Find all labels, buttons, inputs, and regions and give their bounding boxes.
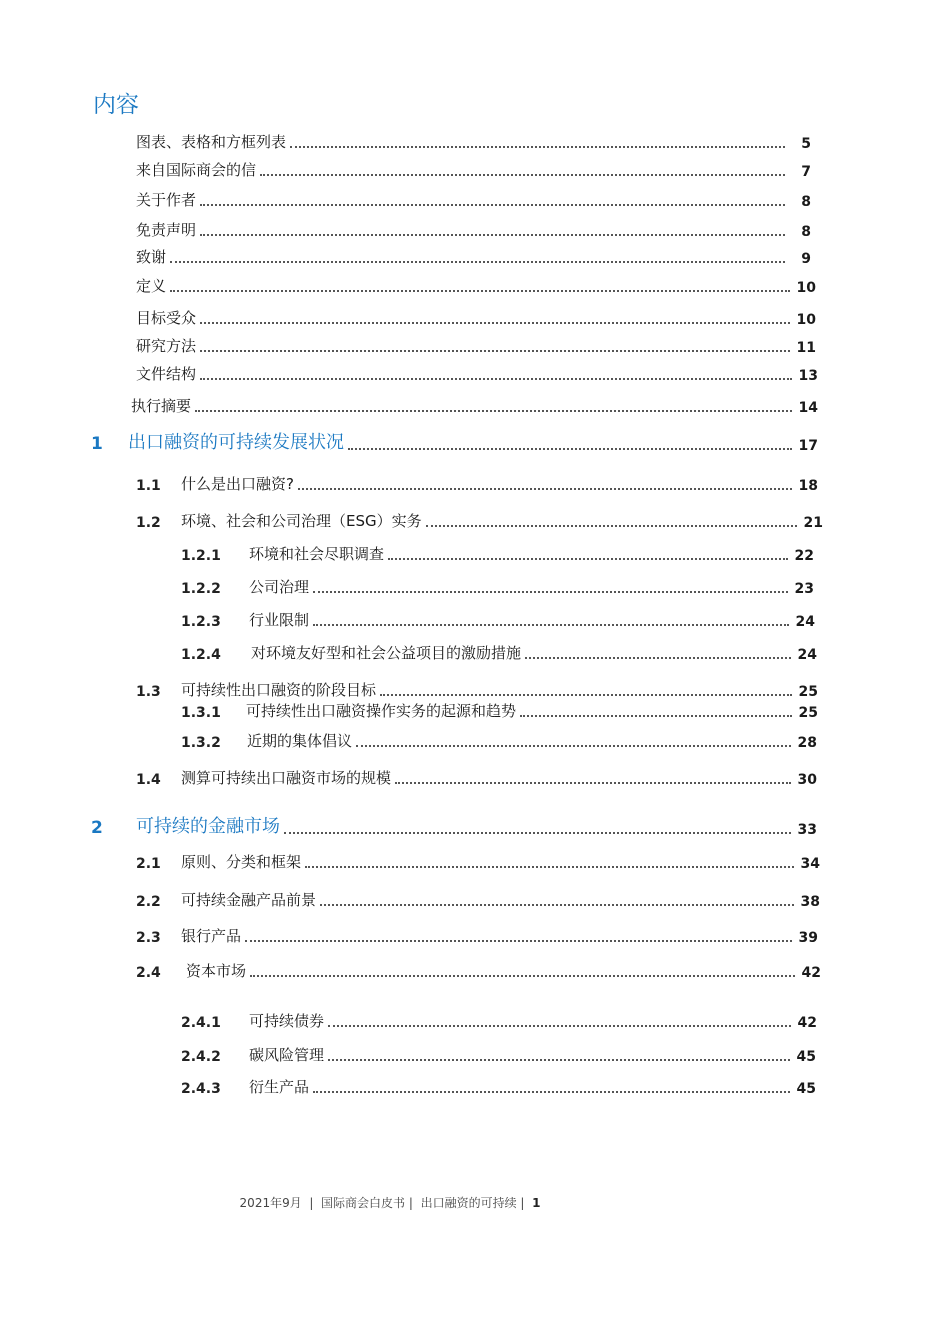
section-number: 2.4.1 xyxy=(181,1015,221,1031)
section-number: 1.3.1 xyxy=(181,705,221,721)
toc-page: 28 xyxy=(797,735,817,751)
toc-page: 22 xyxy=(794,548,814,564)
toc-page: 42 xyxy=(801,965,821,981)
toc-entry[interactable] xyxy=(181,641,817,665)
toc-page: 25 xyxy=(798,705,818,721)
section-number: 1.3.2 xyxy=(181,735,221,751)
toc-label: 资本市场 xyxy=(186,962,247,980)
page-footer: 2021年9月 | 国际商会白皮书 | 出口融资的可持续 | 1 xyxy=(239,1196,541,1210)
footer-page-number: 1 xyxy=(532,1196,541,1210)
toc-page: 33 xyxy=(797,822,817,838)
toc-page: 9 xyxy=(801,251,811,267)
toc-label: 衍生产品 xyxy=(249,1078,310,1096)
toc-page: 21 xyxy=(803,515,823,531)
toc-page: 5 xyxy=(801,136,811,152)
toc-page: 24 xyxy=(797,647,817,663)
section-number: 1.4 xyxy=(136,772,161,788)
toc-entry[interactable] xyxy=(136,472,818,496)
chapter-label: 可持续的金融市场 xyxy=(136,816,280,837)
footer-doc: 出口融资的可持续 xyxy=(420,1196,517,1210)
chapter-number: 1 xyxy=(91,434,103,454)
toc-label: 碳风险管理 xyxy=(249,1046,325,1064)
section-number: 2.4.2 xyxy=(181,1049,221,1065)
toc-page: 45 xyxy=(796,1049,816,1065)
toc-label: 目标受众 xyxy=(136,309,197,327)
toc-label: 可持续金融产品前景 xyxy=(181,891,317,909)
toc-entry[interactable] xyxy=(136,188,811,212)
toc-label: 环境和社会尽职调查 xyxy=(249,545,385,563)
toc-page: 30 xyxy=(797,772,817,788)
toc-page: 24 xyxy=(795,614,815,630)
toc-label: 环境、社会和公司治理（ESG）实务 xyxy=(181,512,422,530)
section-number: 1.1 xyxy=(136,478,161,494)
section-number: 1.2.4 xyxy=(181,647,221,663)
toc-label: 近期的集体倡议 xyxy=(247,732,353,750)
toc-page: 42 xyxy=(797,1015,817,1031)
toc-entry[interactable] xyxy=(136,924,818,948)
toc-entry[interactable] xyxy=(136,334,816,358)
toc-label: 可持续债券 xyxy=(249,1012,325,1030)
section-number: 2.3 xyxy=(136,930,161,946)
toc-page: 7 xyxy=(801,164,811,180)
toc-entry[interactable] xyxy=(136,766,817,790)
toc-page: 34 xyxy=(800,856,820,872)
toc-chapter[interactable] xyxy=(91,432,818,456)
toc-label: 行业限制 xyxy=(249,611,310,629)
toc-entry[interactable] xyxy=(181,1009,817,1033)
toc-page: 39 xyxy=(798,930,818,946)
toc-entry[interactable] xyxy=(136,245,811,269)
toc-label: 图表、表格和方框列表 xyxy=(136,133,287,151)
toc-page: 38 xyxy=(800,894,820,910)
footer-date: 2021年9月 xyxy=(239,1196,302,1210)
toc-entry[interactable] xyxy=(181,542,814,566)
toc-page: 18 xyxy=(798,478,818,494)
toc-entry[interactable] xyxy=(136,362,818,386)
toc-entry[interactable] xyxy=(136,850,820,874)
toc-entry[interactable] xyxy=(181,575,814,599)
toc-label: 测算可持续出口融资市场的规模 xyxy=(181,769,392,787)
footer-series: 国际商会白皮书 xyxy=(321,1196,406,1210)
toc-entry[interactable] xyxy=(136,509,823,533)
toc-page: 13 xyxy=(798,368,818,384)
toc-entry[interactable] xyxy=(136,959,821,983)
toc-page: 8 xyxy=(801,194,811,210)
toc-label: 定义 xyxy=(136,277,167,295)
toc-label: 公司治理 xyxy=(249,578,310,596)
toc-page: 23 xyxy=(794,581,814,597)
toc-entry[interactable] xyxy=(181,1043,816,1067)
toc-page: 45 xyxy=(796,1081,816,1097)
section-number: 1.2.2 xyxy=(181,581,221,597)
toc-entry[interactable] xyxy=(181,699,818,723)
toc-label: 可持续性出口融资的阶段目标 xyxy=(181,681,377,699)
toc-label: 原则、分类和框架 xyxy=(181,853,302,871)
chapter-label: 出口融资的可持续发展状况 xyxy=(128,432,344,453)
toc-entry[interactable] xyxy=(181,729,817,753)
toc-label: 银行产品 xyxy=(181,927,242,945)
toc-entry[interactable] xyxy=(136,218,811,242)
section-number: 2.4.3 xyxy=(181,1081,221,1097)
section-number: 1.2 xyxy=(136,515,161,531)
toc-page: 25 xyxy=(798,684,818,700)
section-number: 2.2 xyxy=(136,894,161,910)
toc-label: 文件结构 xyxy=(136,365,197,383)
toc-label: 什么是出口融资? xyxy=(181,475,294,493)
toc-label: 致谢 xyxy=(136,248,167,266)
toc-label: 来自国际商会的信 xyxy=(136,161,257,179)
toc-page: 14 xyxy=(798,400,818,416)
toc-page: 11 xyxy=(796,340,816,356)
toc-label: 对环境友好型和社会公益项目的激励措施 xyxy=(251,644,522,662)
toc-page: 10 xyxy=(796,312,816,328)
toc-label: 可持续性出口融资操作实务的起源和趋势 xyxy=(246,702,517,720)
toc-entry[interactable] xyxy=(136,158,811,182)
toc-label: 研究方法 xyxy=(136,337,197,355)
toc-page: 10 xyxy=(796,280,816,296)
toc-entry[interactable] xyxy=(131,394,818,418)
section-number: 1.3 xyxy=(136,684,161,700)
section-number: 1.2.3 xyxy=(181,614,221,630)
toc-entry[interactable] xyxy=(136,130,811,154)
toc-page: 17 xyxy=(798,438,818,454)
toc-label: 关于作者 xyxy=(136,191,197,209)
toc-entry[interactable] xyxy=(181,1075,816,1099)
toc-page: 8 xyxy=(801,224,811,240)
toc-entry[interactable] xyxy=(136,274,816,298)
toc-entry[interactable] xyxy=(136,888,820,912)
toc-chapter[interactable] xyxy=(91,816,817,840)
toc-entry[interactable] xyxy=(136,306,816,330)
toc-label: 免责声明 xyxy=(136,221,197,239)
toc-entry[interactable] xyxy=(181,608,815,632)
section-number: 1.2.1 xyxy=(181,548,221,564)
toc-label: 执行摘要 xyxy=(131,397,192,415)
chapter-number: 2 xyxy=(91,818,103,838)
section-number: 2.1 xyxy=(136,856,161,872)
page-title: 内容 xyxy=(93,92,139,118)
section-number: 2.4 xyxy=(136,965,161,981)
